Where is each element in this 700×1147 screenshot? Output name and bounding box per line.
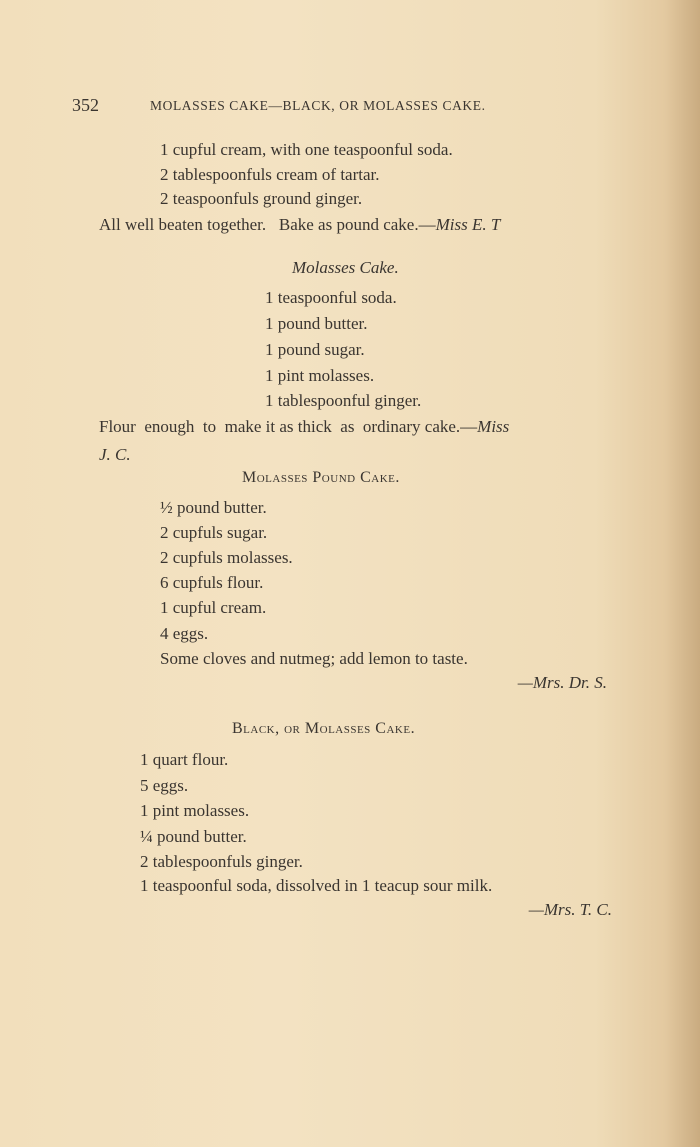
attribution: —Mrs. T. C. [528,900,612,919]
ingredient: 1 pint molasses. [265,366,375,385]
ingredient: 5 eggs. [140,776,189,795]
instruction-text: Flour enough to make it as thick as ordinary cake.— [99,417,478,436]
recipe-title: Black, or Molasses Cake. [232,720,416,737]
ingredient: 1 teaspoonful soda, dissolved in 1 teacup sour milk. [140,876,493,895]
ingredient: ½ pound butter. [160,498,267,517]
ingredient: 1 cupful cream, with one teaspoonful soda. [160,140,453,159]
attribution: Miss E. T [435,215,501,234]
ingredient: 1 teaspoonful soda. [265,288,397,307]
attribution: Miss [477,417,510,436]
ingredient: ¼ pound butter. [140,827,247,846]
ingredient: Some cloves and nutmeg; add lemon to taste. [160,649,468,668]
ingredient: 1 pint molasses. [140,801,250,820]
page-number: 352 [72,95,99,115]
ingredient: 1 pound butter. [265,314,368,333]
ingredient: 1 quart flour. [140,750,229,769]
instruction [99,215,500,235]
recipe-title: Molasses Cake. [292,258,399,277]
attribution-continued: J. C. [99,445,131,464]
ingredient: 2 cupfuls sugar. [160,523,268,542]
attribution: —Mrs. Dr. S. [517,673,607,692]
ingredient: 6 cupfuls flour. [160,573,264,592]
instruction [99,417,509,437]
recipe-title: Molasses Pound Cake. [242,469,400,486]
ingredient: 1 cupful cream. [160,598,267,617]
ingredient: 4 eggs. [160,624,209,643]
ingredient: 1 tablespoonful ginger. [265,391,422,410]
ingredient: 2 tablespoonfuls ginger. [140,852,303,871]
ingredient: 2 teaspoonfuls ground ginger. [160,189,363,208]
ingredient: 2 tablespoonfuls cream of tartar. [160,165,380,184]
ingredient: 2 cupfuls molasses. [160,548,293,567]
ingredient: 1 pound sugar. [265,340,365,359]
instruction-text: All well beaten together. Bake as pound cake.— [99,215,436,234]
running-title: MOLASSES CAKE—BLACK, OR MOLASSES CAKE. [150,98,486,113]
